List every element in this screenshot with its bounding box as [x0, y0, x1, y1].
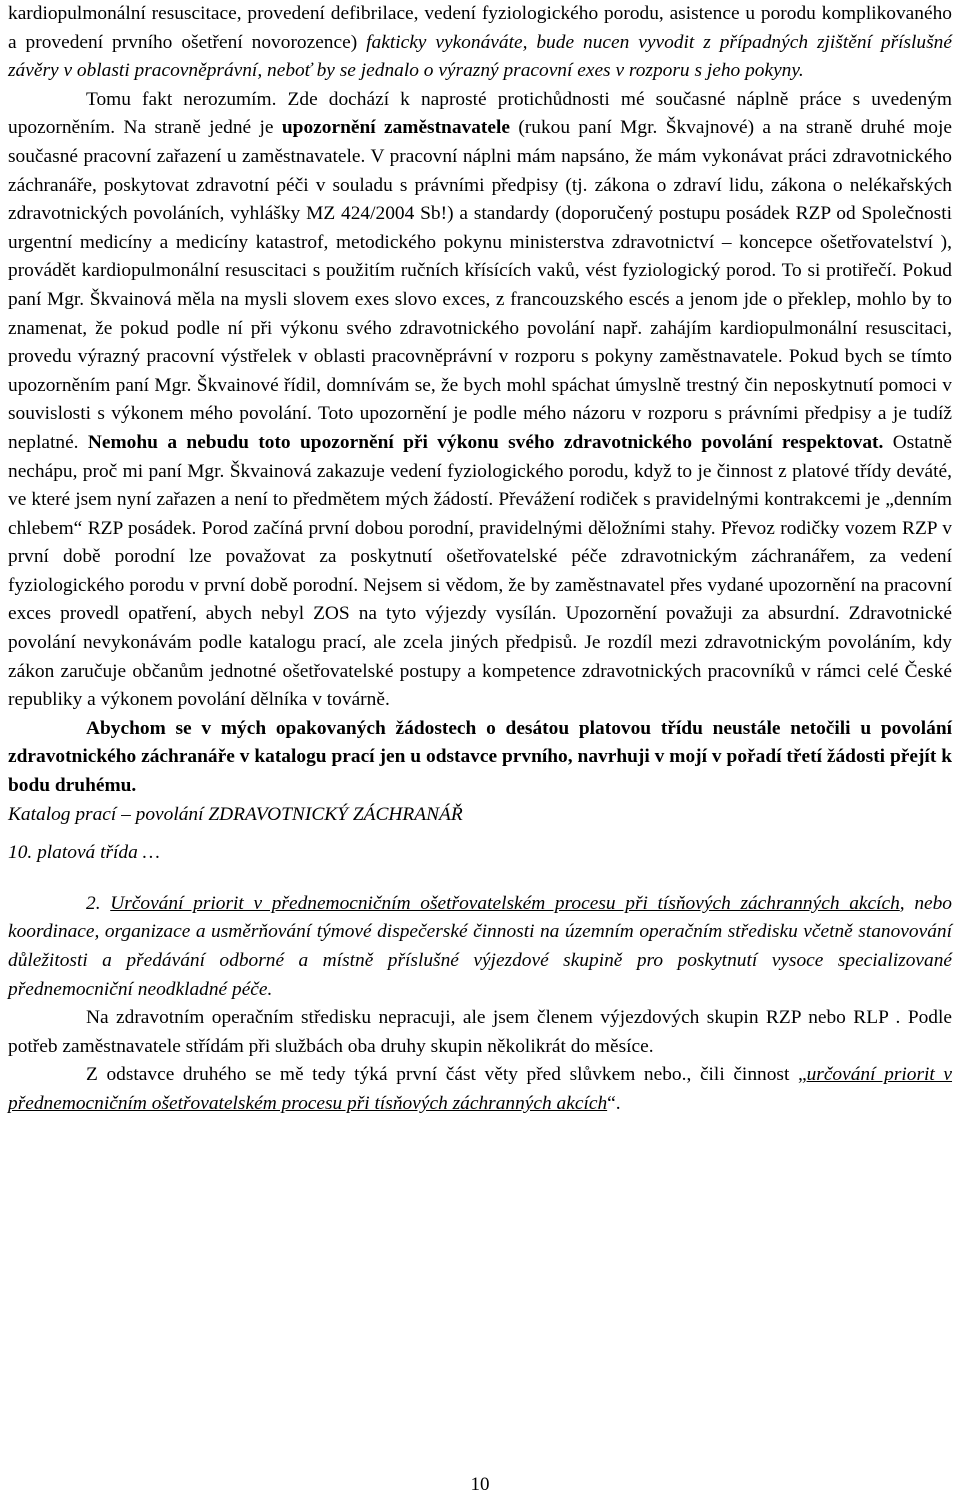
text-run: Z odstavce druhého se mě tedy týká první část věty před slůvkem nebo., čili činnost „: [86, 1064, 807, 1086]
text-run: kardiopulmonální resuscitace, provedení defibrilace, vedení fyziologického porodu, asistence u porodu komplikovaného a provedení prvního ošetření novorozence): [8, 3, 952, 53]
paragraph-response: [8, 86, 952, 715]
text-run: Na zdravotním operačním středisku nepracuji, ale jsem členem výjezdových skupin RZP nebo RLP . Podle potřeb zaměstnavatele střídám při službách oba druhy skupin několikrát do měsíce.: [8, 1007, 952, 1057]
underlined-italic-quote: určování priorit v přednemocničním ošetřovatelském procesu při tísňových záchranných akcích: [8, 1064, 953, 1114]
paragraph-upozorneni-quote: [8, 0, 952, 86]
catalog-item-2: [8, 890, 952, 1004]
text-run: (rukou paní Mgr. Škvajnové) a na straně druhé moje současné pracovní zařazení u zaměstnavatele. V pracovní náplni mám napsáno, že mám vykonávat práci zdravotnického záchranáře, poskytovat zdravotní péči v souladu s právními předpisy (tj. zákona o zdraví lidu, zákona o nelékařských zdravotnických povoláních, vyhlášky MZ 424/2004 Sb!) a standardy (doporučený postupu posádek RZP od Společnosti urgentní medicíny a medicíny katastrof, metodického pokynu ministerstva zdravotnictví – koncepce ošetřovatelství ), provádět kardiopulmonální resuscitaci s použitím ručních křísících vaků, vést fyziologický porod. To si protiřečí. Pokud paní Mgr. Škvainová měla na mysli slovem exes slovo exces, z francouzského escés a jenom jde o překlep, mohlo by to znamenat, že pokud podle ní při výkonu svého zdravotnického povolání např. zahájím kardiopulmonální resuscitaci, provedu výrazný pracovní výstřelek v oblasti pracovněprávní v rozporu s pokyny zaměstnavatele. Pokud bych se tímto upozorněním paní Mgr. Škvainové řídil, domnívám se, že bych mohl spáchat úmyslně trestný čin neposkytnutí pomoci v souvislosti s výkonem mého povolání. Toto upozornění je podle mého názoru v rozporu s právními předpisy a je tudíž neplatné.: [8, 117, 952, 453]
bold-request: Abychom se v mých opakovaných žádostech o desátou platovou třídu neustále netočili u povolání zdravotnického záchranáře v katalogu prací jen u odstavce prvního, navrhuji v mojí v pořadí třetí žádosti přejít k bodu druhému.: [8, 717, 952, 797]
text-run: “.: [607, 1092, 621, 1114]
bold-phrase: upozornění zaměstnavatele: [281, 117, 510, 139]
text-run: , nebo koordinace, organizace a usměrňování týmové dispečerské činnosti na územním operačním středisku včetně stanovování důležitosti a předávání odborné a místně příslušné výjezdové skupině pro poskytnutí vysoce specializované přednemocniční neodkladné péče.: [8, 892, 953, 1000]
catalog-heading: Katalog prací – povolání ZDRAVOTNICKÝ ZÁCHRANÁŘ: [8, 803, 463, 825]
spacer: [8, 868, 952, 890]
bold-statement: Nemohu a nebudu toto upozornění při výkonu svého zdravotnického povolání respektovat.: [87, 431, 884, 453]
paragraph-operations-center: [8, 1004, 952, 1061]
text-run: Ostatně nechápu, proč mi paní Mgr. Škvainová zakazuje vedení fyziologického porodu, když to je činnost z platové třídy deváté, ve které jsem nyní zařazen a není to předmětem mých žádostí. Převážení rodiček s pravidelnými kontrakcemi je „denním chlebem“ RZP posádek. Porod začíná první dobou porodní, pravidelnými děložními stahy. Převoz rodičky vozem RZP v první době porodní lze považovat za poskytnutí ošetřovatelské péče zdravotnickým záchranářem, za vedení fyziologického porodu v první době porodní. Nejsem si vědom, že by zaměstnavatel přes vydané upozornění na pracovní exces provedl opatření, abych nebyl ZOS na tyto výjezdy vysílán. Upozornění považuji za absurdní. Zdravotnické povolání nevykonávám podle katalogu prací, ale zcela jiných předpisů. Je rozdíl mezi zdravotnickým povoláním, kdy zákon zaručuje občanům jednotné ošetřovatelské postupy a kompetence zdravotnických pracovníků v rámci celé České republiky a výkonem povolání dělníka v továrně.: [8, 431, 952, 711]
grade-heading: 10. platová třída …: [8, 842, 160, 864]
page-number: 10: [470, 1474, 490, 1495]
spacer: [8, 829, 952, 839]
italic-quote: fakticky vykonáváte, bude nucen vyvodit z případných zjištění příslušné závěry v oblasti pracovněprávní, neboť by se jednalo o výrazný pracovní exes v rozporu s jeho pokyny.: [8, 31, 952, 82]
item-number: 2.: [86, 892, 111, 914]
text-run: Tomu fakt nerozumím. Zde dochází k naprosté protichůdnosti mé současné náplně práce s uvedeným upozorněním. Na straně jedné je: [8, 88, 952, 139]
underlined-phrase: Určování priorit v přednemocničním ošetřovatelském procesu při tísňových záchranných akcích: [110, 892, 900, 914]
paragraph-conclusion: [8, 1061, 952, 1118]
paragraph-request-bold: [8, 715, 952, 801]
